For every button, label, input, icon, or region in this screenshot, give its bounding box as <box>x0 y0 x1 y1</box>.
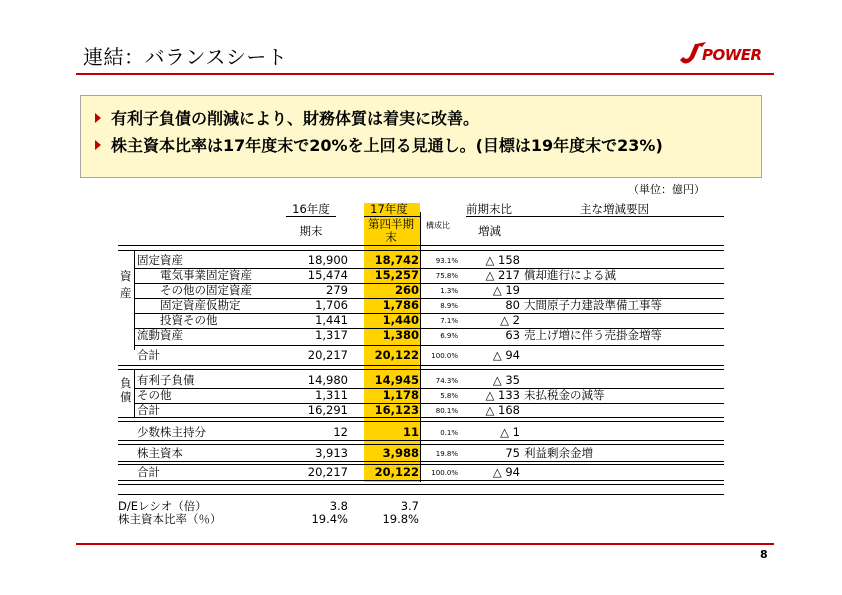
fy16-value: 16,291 <box>307 403 348 417</box>
change-value: △ 2 <box>500 313 520 327</box>
header-reason: 主な増減要因 <box>580 202 649 216</box>
change-value: △ 133 <box>485 388 520 402</box>
change-value: △ 1 <box>500 425 520 439</box>
fy16-value: 20,217 <box>307 465 348 479</box>
page-number: 8 <box>760 548 768 561</box>
fy16-value: 18,900 <box>307 253 348 267</box>
ratio-value: 80.1% <box>435 407 458 415</box>
ratio-value: 0.1% <box>440 429 458 437</box>
fy16-value: 1,311 <box>315 388 348 402</box>
change-value: 80 <box>505 298 520 312</box>
row-label: 流動資産 <box>137 328 183 342</box>
change-value: △ 168 <box>485 403 520 417</box>
header-change-amount: 増減 <box>478 224 501 238</box>
ratio-value: 8.9% <box>440 302 458 310</box>
balance-sheet-table <box>118 198 724 528</box>
row-label: 電気事業固定資産 <box>160 268 252 282</box>
row-label: 固定資産 <box>137 253 183 267</box>
summary-line-1: 有利子負債の削減により、財務体質は着実に改善。 <box>95 106 479 129</box>
de-ratio-fy16: 3.8 <box>329 499 348 513</box>
ratio-value: 1.3% <box>440 287 458 295</box>
fy16-value: 14,980 <box>307 373 348 387</box>
page-title: 連結：バランスシート <box>83 45 288 69</box>
fy17-value: 15,257 <box>374 268 419 282</box>
ratio-value: 7.1% <box>440 317 458 325</box>
summary-box <box>80 95 762 178</box>
change-value: 75 <box>505 446 520 460</box>
row-label: 合計 <box>137 465 160 479</box>
fy16-value: 1,441 <box>315 313 348 327</box>
fy17-value: 260 <box>394 283 419 297</box>
company-logo <box>676 44 776 68</box>
row-label: 固定資産仮勘定 <box>160 298 241 312</box>
ratio-value: 19.8% <box>435 450 458 458</box>
header-fy17-q4: 第四半期末 <box>368 217 414 244</box>
fy16-value: 1,706 <box>315 298 348 312</box>
fy17-value: 1,380 <box>382 328 419 342</box>
fy16-value: 20,217 <box>307 348 348 362</box>
de-ratio-label: D/Eレシオ（倍） <box>118 499 207 513</box>
ratio-value: 100.0% <box>431 469 458 477</box>
reason-text: 大間原子力建設準備工事等 <box>524 298 662 312</box>
change-value: 63 <box>505 328 520 342</box>
reason-text: 利益剰余金増 <box>524 446 593 460</box>
fy17-value: 1,440 <box>382 313 419 327</box>
unit-label: （単位：億円） <box>628 183 705 196</box>
bullet-icon <box>95 113 101 123</box>
row-label: 合計 <box>137 348 160 362</box>
logo-wordmark: POWER <box>702 46 762 64</box>
fy17-value: 16,123 <box>374 403 419 417</box>
title-underline <box>76 73 774 75</box>
row-label: その他の固定資産 <box>160 283 252 297</box>
ratio-value: 6.9% <box>440 332 458 340</box>
assets-label: 資産 <box>120 269 132 300</box>
change-value: △ 158 <box>485 253 520 267</box>
equity-ratio-label: 株主資本比率（％） <box>118 512 222 526</box>
change-value: △ 19 <box>492 283 520 297</box>
summary-line-2: 株主資本比率は17年度末で20%を上回る見通し。(目標は19年度末で23%) <box>95 133 663 156</box>
fy17-value: 1,178 <box>382 388 419 402</box>
row-label: 株主資本 <box>137 446 183 460</box>
row-label: 少数株主持分 <box>137 425 206 439</box>
fy17-value: 20,122 <box>374 465 419 479</box>
row-label: その他 <box>137 388 172 402</box>
header-change: 前期末比 <box>466 202 512 216</box>
fy16-value: 279 <box>326 283 348 297</box>
bullet-icon <box>95 140 101 150</box>
header-ratio: 構成比 <box>426 221 450 230</box>
row-label: 有利子負債 <box>137 373 195 387</box>
change-value: △ 94 <box>492 465 520 479</box>
liabilities-label: 負債 <box>120 376 132 404</box>
ratio-value: 100.0% <box>431 352 458 360</box>
row-label: 合計 <box>137 403 160 417</box>
fy17-value: 11 <box>402 425 419 439</box>
fy17-value: 14,945 <box>374 373 419 387</box>
reason-text: 未払税金の減等 <box>524 388 605 402</box>
fy17-value: 1,786 <box>382 298 419 312</box>
ratio-value: 5.8% <box>440 392 458 400</box>
equity-ratio-fy17: 19.8% <box>382 512 419 526</box>
ratio-value: 75.8% <box>435 272 458 280</box>
reason-text: 償却進行による減 <box>524 268 616 282</box>
header-fy16: 16年度 <box>292 202 330 216</box>
change-value: △ 94 <box>492 348 520 362</box>
footer-rule <box>76 543 774 545</box>
fy17-value: 18,742 <box>374 253 419 267</box>
fy17-value: 3,988 <box>382 446 419 460</box>
row-label: 投資その他 <box>160 313 218 327</box>
header-fy16-end: 期末 <box>299 224 323 238</box>
fy16-value: 15,474 <box>307 268 348 282</box>
header-fy17: 17年度 <box>370 202 408 216</box>
fy16-value: 1,317 <box>315 328 348 342</box>
fy17-value: 20,122 <box>374 348 419 362</box>
ratio-value: 74.3% <box>435 377 458 385</box>
equity-ratio-fy16: 19.4% <box>311 512 348 526</box>
de-ratio-fy17: 3.7 <box>400 499 419 513</box>
change-value: △ 35 <box>492 373 520 387</box>
reason-text: 売上げ増に伴う売掛金増等 <box>524 328 662 342</box>
fy16-value: 12 <box>333 425 348 439</box>
change-value: △ 217 <box>485 268 520 282</box>
fy16-value: 3,913 <box>315 446 348 460</box>
ratio-value: 93.1% <box>435 257 458 265</box>
